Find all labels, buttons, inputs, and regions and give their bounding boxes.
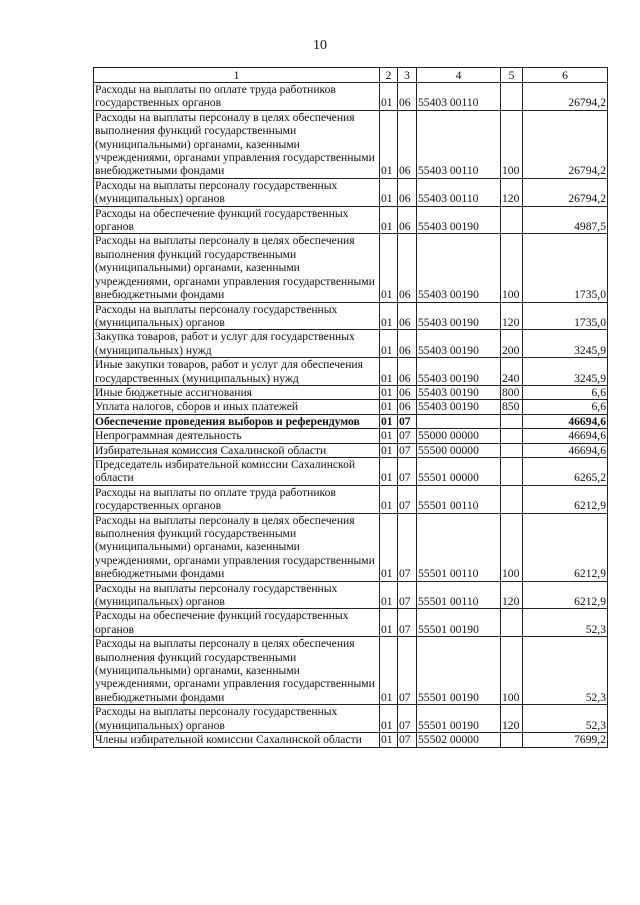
table-row: [94, 385, 608, 399]
row-expense-type-cell: [501, 485, 523, 513]
row-amount-cell: 6265,2: [523, 457, 608, 485]
row-section-cell: 01: [380, 83, 398, 111]
row-subsection-cell: 06: [398, 206, 417, 234]
row-amount-cell: 3245,9: [523, 358, 608, 386]
row-expense-type-cell: [501, 83, 523, 111]
row-section-cell: 01: [380, 705, 398, 733]
row-section-cell: 01: [380, 637, 398, 705]
row-subsection-cell: 07: [398, 637, 417, 705]
row-expense-type-cell: [501, 429, 523, 443]
row-amount-cell: 52,3: [523, 637, 608, 705]
row-subsection-cell: 06: [398, 83, 417, 111]
row-name-cell: Расходы на выплаты персоналу государственных (муниципальных) органов: [94, 581, 380, 609]
row-name-cell: Члены избирательной комиссии Сахалинской области: [94, 733, 380, 747]
row-name-cell: Непрограммная деятельность: [94, 429, 380, 443]
table-row: [94, 637, 608, 705]
row-name-cell: Иные бюджетные ассигнования: [94, 385, 380, 399]
column-header-2: 2: [380, 68, 398, 83]
table-row: [94, 443, 608, 457]
row-subsection-cell: 07: [398, 429, 417, 443]
row-expense-type-cell: 240: [501, 358, 523, 386]
row-section-cell: 01: [380, 206, 398, 234]
table-row: [94, 581, 608, 609]
row-target-article-cell: 55501 00190: [417, 609, 501, 637]
row-section-cell: 01: [380, 178, 398, 206]
row-section-cell: 01: [380, 443, 398, 457]
row-amount-cell: 6212,9: [523, 513, 608, 581]
row-expense-type-cell: 100: [501, 637, 523, 705]
row-expense-type-cell: 120: [501, 302, 523, 330]
row-subsection-cell: 07: [398, 581, 417, 609]
row-amount-cell: 4987,5: [523, 206, 608, 234]
row-name-cell: Расходы на выплаты персоналу в целях обеспечения выполнения функций государственными (муниципальными) органами, казенными учреждениями, органами управления государственными внебюджетными фондами: [94, 513, 380, 581]
column-header-1: 1: [94, 68, 380, 83]
budget-table: [93, 67, 608, 748]
row-section-cell: 01: [380, 414, 398, 428]
table-row: [94, 83, 608, 111]
row-expense-type-cell: [501, 414, 523, 428]
table-row: [94, 302, 608, 330]
row-target-article-cell: 55501 00110: [417, 485, 501, 513]
row-target-article-cell: 55501 00110: [417, 513, 501, 581]
table-row: [94, 485, 608, 513]
table-row: [94, 206, 608, 234]
row-name-cell: Расходы на обеспечение функций государственных органов: [94, 206, 380, 234]
row-expense-type-cell: [501, 609, 523, 637]
row-expense-type-cell: [501, 457, 523, 485]
row-subsection-cell: 07: [398, 443, 417, 457]
row-target-article-cell: 55403 00190: [417, 330, 501, 358]
row-section-cell: 01: [380, 302, 398, 330]
table-row: [94, 234, 608, 302]
column-header-4: 4: [417, 68, 501, 83]
table-header-row: [94, 68, 608, 83]
row-expense-type-cell: 120: [501, 178, 523, 206]
row-subsection-cell: 07: [398, 733, 417, 747]
row-target-article-cell: [417, 414, 501, 428]
row-name-cell: Расходы на выплаты персоналу государственных (муниципальных) органов: [94, 705, 380, 733]
row-subsection-cell: 07: [398, 609, 417, 637]
row-subsection-cell: 07: [398, 457, 417, 485]
row-subsection-cell: 06: [398, 178, 417, 206]
row-section-cell: 01: [380, 400, 398, 414]
table-row: [94, 110, 608, 178]
row-target-article-cell: 55501 00000: [417, 457, 501, 485]
table-row: [94, 609, 608, 637]
row-expense-type-cell: 120: [501, 581, 523, 609]
row-expense-type-cell: 120: [501, 705, 523, 733]
row-subsection-cell: 07: [398, 485, 417, 513]
row-target-article-cell: 55403 00190: [417, 400, 501, 414]
row-expense-type-cell: 100: [501, 110, 523, 178]
row-name-cell: Председатель избирательной комиссии Сахалинской области: [94, 457, 380, 485]
row-section-cell: 01: [380, 330, 398, 358]
row-name-cell: Расходы на выплаты по оплате труда работников государственных органов: [94, 485, 380, 513]
row-section-cell: 01: [380, 609, 398, 637]
row-amount-cell: 26794,2: [523, 83, 608, 111]
row-target-article-cell: 55500 00000: [417, 443, 501, 457]
row-amount-cell: 46694,6: [523, 414, 608, 428]
table-row: [94, 733, 608, 747]
row-amount-cell: 6,6: [523, 400, 608, 414]
table-row: [94, 330, 608, 358]
row-target-article-cell: 55403 00190: [417, 234, 501, 302]
row-target-article-cell: 55403 00190: [417, 206, 501, 234]
row-target-article-cell: 55403 00110: [417, 178, 501, 206]
table-row: [94, 400, 608, 414]
row-expense-type-cell: 100: [501, 234, 523, 302]
row-section-cell: 01: [380, 234, 398, 302]
column-header-5: 5: [501, 68, 523, 83]
table-row: [94, 513, 608, 581]
table-row: [94, 358, 608, 386]
row-name-cell: Расходы на выплаты персоналу в целях обеспечения выполнения функций государственными (муниципальными) органами, казенными учреждениями, органами управления государственными внебюджетными фондами: [94, 234, 380, 302]
row-amount-cell: 1735,0: [523, 302, 608, 330]
row-expense-type-cell: 100: [501, 513, 523, 581]
row-section-cell: 01: [380, 513, 398, 581]
row-section-cell: 01: [380, 110, 398, 178]
row-section-cell: 01: [380, 485, 398, 513]
row-amount-cell: 26794,2: [523, 178, 608, 206]
row-name-cell: Уплата налогов, сборов и иных платежей: [94, 400, 380, 414]
row-target-article-cell: 55502 00000: [417, 733, 501, 747]
row-target-article-cell: 55501 00110: [417, 581, 501, 609]
row-name-cell: Расходы на обеспечение функций государственных органов: [94, 609, 380, 637]
row-section-cell: 01: [380, 385, 398, 399]
row-section-cell: 01: [380, 457, 398, 485]
row-name-cell: Иные закупки товаров, работ и услуг для обеспечения государственных (муниципальных) нужд: [94, 358, 380, 386]
row-target-article-cell: 55501 00190: [417, 637, 501, 705]
table-row: [94, 457, 608, 485]
row-name-cell: Расходы на выплаты персоналу в целях обеспечения выполнения функций государственными (муниципальными) органами, казенными учреждениями, органами управления государственными внебюджетными фондами: [94, 637, 380, 705]
row-name-cell: Расходы на выплаты персоналу государственных (муниципальных) органов: [94, 178, 380, 206]
row-amount-cell: 52,3: [523, 705, 608, 733]
row-subsection-cell: 06: [398, 385, 417, 399]
row-section-cell: 01: [380, 581, 398, 609]
row-target-article-cell: 55000 00000: [417, 429, 501, 443]
row-expense-type-cell: 800: [501, 385, 523, 399]
row-name-cell: Расходы на выплаты по оплате труда работников государственных органов: [94, 83, 380, 111]
row-target-article-cell: 55501 00190: [417, 705, 501, 733]
row-target-article-cell: 55403 00110: [417, 83, 501, 111]
row-name-cell: Расходы на выплаты персоналу в целях обеспечения выполнения функций государственными (муниципальными) органами, казенными учреждениями, органами управления государственными внебюджетными фондами: [94, 110, 380, 178]
row-subsection-cell: 06: [398, 358, 417, 386]
row-target-article-cell: 55403 00190: [417, 385, 501, 399]
row-expense-type-cell: [501, 206, 523, 234]
row-subsection-cell: 06: [398, 330, 417, 358]
table-row: [94, 705, 608, 733]
table-row: [94, 429, 608, 443]
row-section-cell: 01: [380, 429, 398, 443]
row-amount-cell: 1735,0: [523, 234, 608, 302]
row-target-article-cell: 55403 00190: [417, 302, 501, 330]
page-number: 10: [313, 38, 327, 53]
row-amount-cell: 7699,2: [523, 733, 608, 747]
row-amount-cell: 26794,2: [523, 110, 608, 178]
row-expense-type-cell: [501, 443, 523, 457]
row-subsection-cell: 06: [398, 400, 417, 414]
column-header-3: 3: [398, 68, 417, 83]
row-subsection-cell: 06: [398, 110, 417, 178]
row-subsection-cell: 07: [398, 414, 417, 428]
table-row: [94, 178, 608, 206]
row-subsection-cell: 07: [398, 513, 417, 581]
row-section-cell: 01: [380, 733, 398, 747]
row-name-cell: Расходы на выплаты персоналу государственных (муниципальных) органов: [94, 302, 380, 330]
row-amount-cell: 6212,9: [523, 581, 608, 609]
row-amount-cell: 6212,9: [523, 485, 608, 513]
row-amount-cell: 46694,6: [523, 443, 608, 457]
row-name-cell: Закупка товаров, работ и услуг для государственных (муниципальных) нужд: [94, 330, 380, 358]
column-header-6: 6: [523, 68, 608, 83]
row-target-article-cell: 55403 00110: [417, 110, 501, 178]
row-name-cell: Избирательная комиссия Сахалинской области: [94, 443, 380, 457]
row-subsection-cell: 06: [398, 234, 417, 302]
row-section-cell: 01: [380, 358, 398, 386]
row-name-cell: Обеспечение проведения выборов и референдумов: [94, 414, 380, 428]
row-amount-cell: 6,6: [523, 385, 608, 399]
row-expense-type-cell: [501, 733, 523, 747]
table-row: [94, 414, 608, 428]
row-amount-cell: 52,3: [523, 609, 608, 637]
row-amount-cell: 3245,9: [523, 330, 608, 358]
row-subsection-cell: 07: [398, 705, 417, 733]
row-expense-type-cell: 200: [501, 330, 523, 358]
row-expense-type-cell: 850: [501, 400, 523, 414]
row-amount-cell: 46694,6: [523, 429, 608, 443]
row-target-article-cell: 55403 00190: [417, 358, 501, 386]
row-subsection-cell: 06: [398, 302, 417, 330]
